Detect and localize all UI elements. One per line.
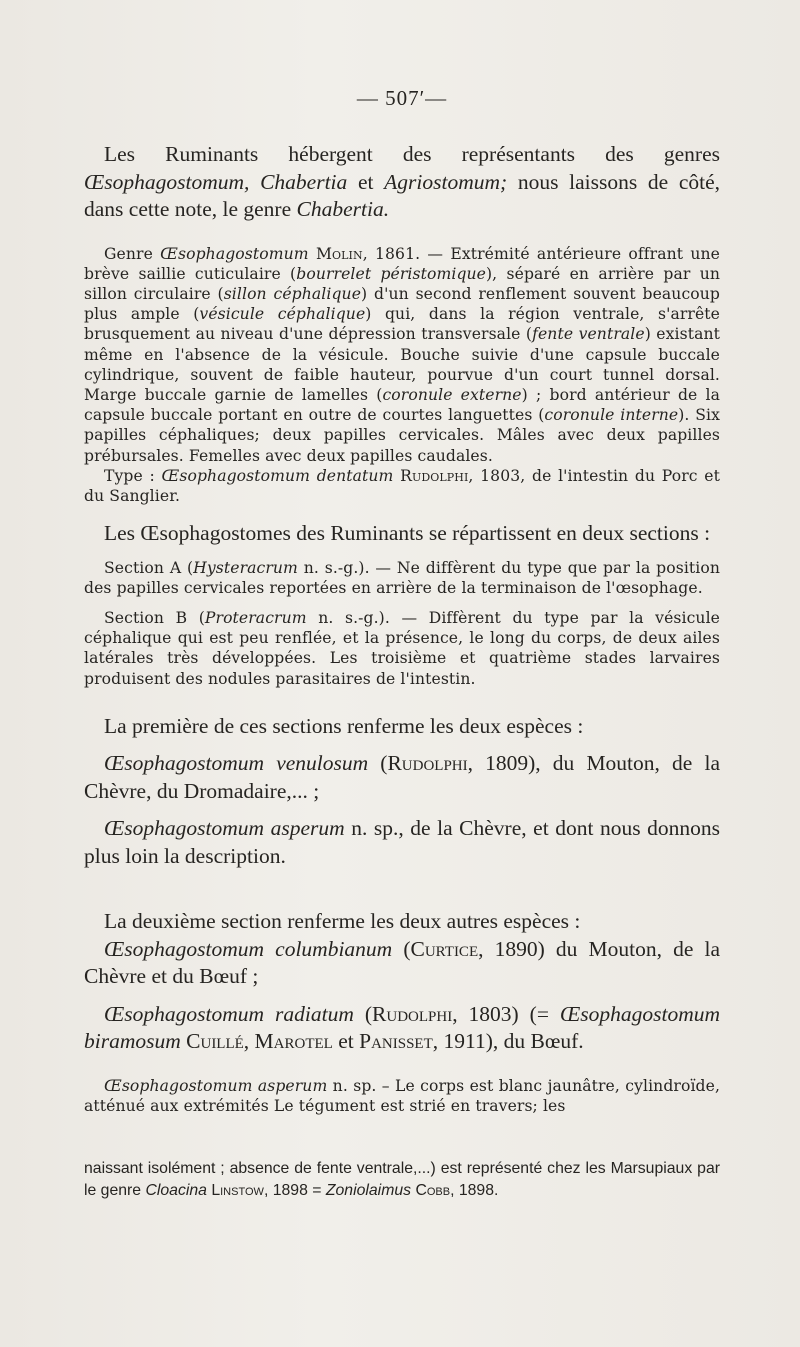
species-entry: Œsophagostomum asperum n. sp., de la Chèvre, et dont nous donnons plus loin la description. [84,816,720,868]
second-section-lead: La deuxième section renferme les deux autres espèces : [104,909,581,934]
genus-name: Chabertia. [296,197,390,221]
species-name: Œsophagostomum asperum [104,816,345,841]
intro-paragraph: Les Ruminants hébergent des représentants des genres Œsophagostomum, Chabertia et Agriostomum; nous laissons de côté, dans cette note, le genre Chabertia. [84,142,720,221]
species-name: Œsophagostomum venulosum [104,751,369,776]
species-description: Œsophagostomum asperum n. sp. – Le corps est blanc jaunâtre, cylindroïde, atténué aux extrémités Le tégument est strié en travers; les [84,1076,720,1116]
author-name: Rudolphi [400,466,469,485]
subgenus-name: Hysteracrum [193,558,298,577]
species-name: Œsophagostomum columbianum [104,936,393,961]
type-species: Type : Œsophagostomum dentatum Rudolphi, 1803, de l'intestin du Porc et du Sanglier. [84,466,720,505]
species-name: Œsophagostomum dentatum [161,466,394,485]
sections-intro: Les Œsophagostomes des Ruminants se répartissent en deux sections : [104,521,711,546]
species-entry: Œsophagostomum radiatum (Rudolphi, 1803) (= Œsophagostomum biramosum Cuillé, Marotel et Panisset, 1911), du Bœuf. [84,1001,720,1054]
author-name: Rudolphi [372,1001,453,1026]
genus-name: Agriostomum; [384,169,508,194]
genus-name: Œsophagostomum, Chabertia [84,169,348,194]
species-name: Œsophagostomum asperum [104,1076,328,1095]
species-name: Œsophagostomum biramosum [84,1001,720,1054]
author-name: Marotel [254,1029,333,1054]
species-entry: Œsophagostomum columbianum (Curtice, 1890) du Mouton, de la Chèvre et du Bœuf ; [84,936,720,989]
genus-name: Zoniolaimus [325,1182,412,1200]
subgenus-name: Proteracrum [204,609,307,628]
author-name: Molin [315,244,363,263]
section-a: Section A (Hysteracrum n. s.-g.). — Ne diffèrent du type que par la position des papilles cervicales reportées en arrière de la terminaison de l'œsophage. [84,558,720,597]
species-entry: Œsophagostomum venulosum (Rudolphi, 1809), du Mouton, de la Chèvre, du Dromadaire,... ; [84,751,720,803]
author-name: Cobb [415,1182,451,1200]
author-name: Cuillé [186,1029,244,1054]
species-name: Œsophagostomum radiatum [104,1001,354,1026]
first-section-lead: La première de ces sections renferme les deux espèces : [104,713,584,738]
footnote: naissant isolément ; absence de fente ventrale,...) est représenté chez les Marsupiaux par le genre Cloacina Linstow, 1898 = Zoniolaimus Cobb, 1898. [84,1160,720,1200]
genus-name: Œsophagostomum [160,244,309,263]
page-number: — 507′— [356,86,448,110]
genus-name: Cloacina [145,1182,207,1200]
author-name: Rudolphi [387,751,468,776]
author-name: Curtice [410,936,479,961]
author-name: Linstow [211,1182,264,1200]
author-name: Panisset [359,1029,433,1054]
genus-definition: Genre Œsophagostomum Molin, 1861. — Extrémité antérieure offrant une brève saillie cuticulaire (bourrelet péristomique), séparé en arrière par un sillon circulaire (sillon céphalique) d'un second renflement souvent beaucoup plus ample (vésicule céphalique) qui, dans la région ventrale, s'arrête brusquement au niveau d'une dépression transversale (fente ventrale) existant même en l'absence de la vésicule. Bouche suivie d'une capsule buccale cylindrique, souvent de faible hauteur, pourvue d'un court tunnel dorsal. Marge buccale garnie de lamelles (coronule externe) ; bord antérieur de la capsule buccale portant en outre de courtes languettes (coronule interne). Six papilles céphaliques; deux papilles cervicales. Mâles avec deux papilles prébursales. Femelles avec deux papilles caudales. [84,244,721,465]
section-b: Section B (Proteracrum n. s.-g.). — Diffèrent du type par la vésicule céphalique qui est peu renflée, et la présence, le long du corps, de deux ailes latérales très développées. Les troisième et quatrième stades larvaires produisent des nodules parasitaires de l'intestin. [84,609,720,688]
